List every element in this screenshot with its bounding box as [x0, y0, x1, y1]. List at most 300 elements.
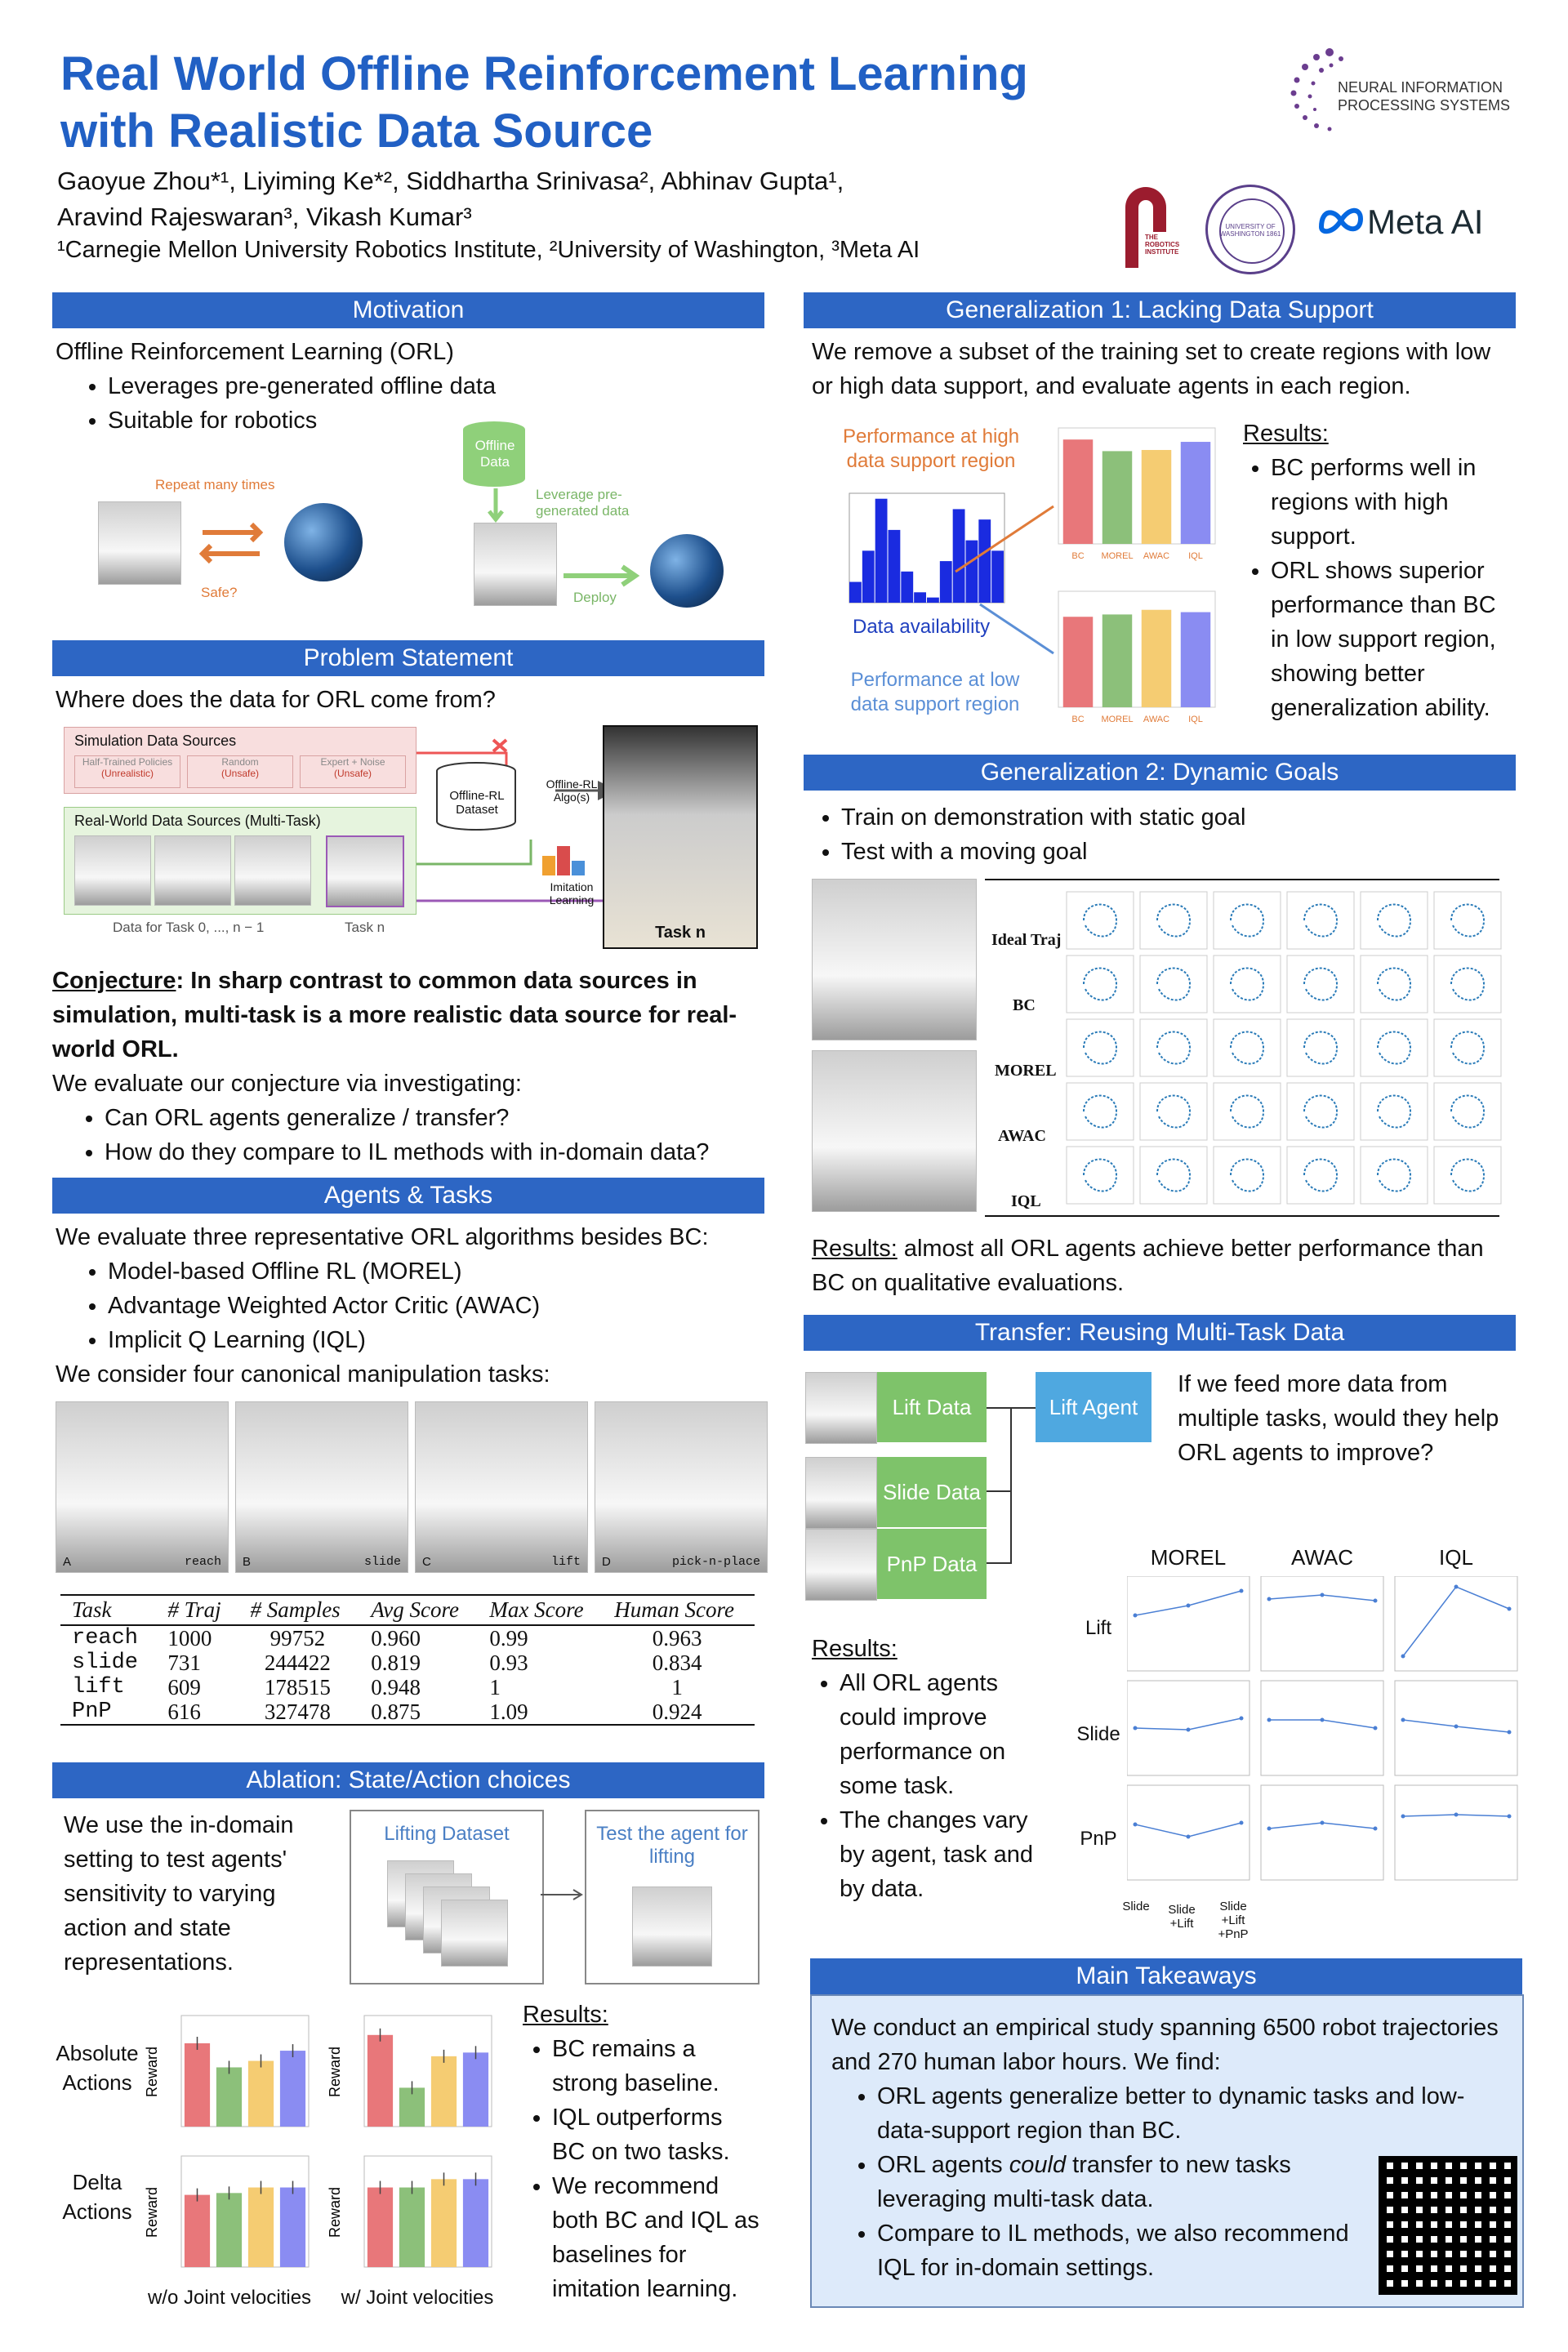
safe-label: Safe? [201, 585, 238, 600]
chart-bar [1102, 451, 1132, 544]
robotics-institute-logo [1117, 183, 1180, 268]
chart-bar [1102, 614, 1132, 707]
task-photo-letter: A [63, 1555, 72, 1569]
task-photos [56, 1401, 766, 1573]
motivation-heading: Motivation [52, 292, 764, 328]
lift-data-box: Lift Data [877, 1372, 987, 1442]
table-cell: 99752 [270, 1626, 326, 1650]
motivation-bullet: • Suitable for robotics [108, 403, 758, 438]
conjecture-text: : In sharp contrast to common data sources in simulation, multi-task is a more realistic data source for real-world ORL. [52, 968, 737, 1062]
test-agent-box [585, 1810, 760, 1984]
table-row [60, 1699, 755, 1725]
table-cell: 244422 [264, 1650, 331, 1675]
ri-logo-text: THE ROBOTICS INSTITUTE [1145, 234, 1180, 256]
chart-xtick: IQL [1188, 551, 1203, 561]
low-support-chart [1055, 588, 1218, 727]
task-photo-letter: D [602, 1555, 611, 1569]
test-agent-label: Test the agent for lifting [596, 1823, 748, 1868]
takeaway-bullet: • Compare to IL methods, we also recommend IQL for in-domain settings. [877, 2216, 1367, 2285]
transfer-point [1374, 1827, 1378, 1831]
chart-bar [1181, 442, 1210, 544]
transfer-result-bullet: • The changes vary by agent, task and by data. [840, 1803, 1057, 1906]
authors-line-2: Aravind Rajeswaran³, Vikash Kumar³ [57, 203, 472, 231]
transfer-point [1454, 1813, 1459, 1817]
trajectory-cell [1361, 1019, 1428, 1076]
trajectory-cell [1214, 1083, 1281, 1140]
trajectory-cell [1214, 892, 1281, 949]
affiliations: ¹Carnegie Mellon University Robotics Institute, ²University of Washington, ³Meta AI [57, 237, 920, 263]
takeaways-intro: We conduct an empirical study spanning 6500 robot trajectories and 270 human labor hours. We find: [831, 2015, 1499, 2075]
meta-infinity-icon [1316, 203, 1365, 238]
task-n-photo-label: Task n [655, 924, 706, 942]
evaluate-bullet: • Can ORL agents generalize / transfer? [105, 1101, 764, 1135]
moving-goal-photo [812, 1050, 977, 1212]
chart-xtick: MOREL [1101, 715, 1134, 724]
gen2-bullets [812, 800, 1511, 869]
table-header: Task [60, 1595, 156, 1625]
transfer-question: If we feed more data from multiple tasks, would they help ORL agents to improve? [1178, 1371, 1499, 1466]
table-cell: 0.924 [603, 1699, 755, 1725]
table-cell: 1000 [167, 1626, 212, 1650]
transfer-point [1240, 1821, 1244, 1825]
ablation-result-bullet: • IQL outperforms BC on two tasks. [552, 2100, 760, 2169]
high-support-chart [1055, 425, 1218, 564]
chart-bar [1181, 612, 1210, 707]
chart-bar [1142, 450, 1171, 544]
slide-data-box: Slide Data [877, 1457, 987, 1527]
chart-bar [216, 2193, 242, 2267]
gen2-results [812, 1232, 1514, 1300]
takeaway-b2-em: could [1009, 2152, 1067, 2178]
transfer-point [1454, 1585, 1459, 1589]
sim-source-name: Random [221, 756, 259, 768]
agent-bullet: • Implicit Q Learning (IQL) [108, 1323, 764, 1357]
table-cell: reach [72, 1626, 139, 1650]
il-label: Imitation Learning [549, 880, 595, 906]
table-cell: 0.834 [652, 1650, 702, 1675]
pnp-photo [805, 1529, 877, 1601]
deploy-label: Deploy [573, 590, 617, 605]
table-cell: 0.875 [359, 1699, 478, 1725]
table-cell: 1 [671, 1675, 683, 1699]
sim-source-name: Half-Trained Policies [82, 756, 173, 768]
lifting-dataset-box [350, 1810, 544, 1984]
chart-ylabel: Reward [144, 2046, 160, 2098]
right-arrow-icon [541, 1886, 585, 1903]
transfer-results [812, 1632, 1057, 1906]
transfer-col-label: MOREL [1150, 1545, 1227, 1570]
ablation-result-bullet: • BC remains a strong baseline. [552, 2032, 760, 2100]
data-sources-diagram [57, 725, 768, 956]
gen1-result-bullet: • BC performs well in regions with high support. [1271, 451, 1521, 554]
task-photo-lift [415, 1401, 588, 1573]
transfer-point [1134, 1614, 1138, 1618]
histogram-bar [849, 582, 862, 603]
task-photo-pnp [595, 1401, 768, 1573]
trajectory-cell [1214, 956, 1281, 1013]
dataset-table [60, 1594, 755, 1726]
robot-image [98, 501, 181, 585]
transfer-point [1508, 1815, 1512, 1819]
transfer-point [1187, 1728, 1191, 1732]
test-photo [632, 1886, 712, 1967]
takeaway-bullet [877, 2148, 1367, 2216]
podium-icon [541, 836, 586, 877]
sim-source-item [74, 755, 180, 788]
transfer-line-grid [1127, 1576, 1519, 1895]
sim-source-note: (Unsafe) [333, 768, 372, 779]
table-cell: 616 [156, 1699, 238, 1725]
ablation-row-label: Delta Actions [62, 2170, 132, 2224]
gen1-results [1243, 416, 1521, 725]
trajectory-cell [1067, 892, 1134, 949]
chart-bar [431, 2056, 457, 2127]
transfer-point [1374, 1599, 1378, 1603]
table-row [60, 1625, 755, 1650]
meta-ai-logo [1316, 203, 1521, 252]
lift-agent-box: Lift Agent [1036, 1372, 1152, 1442]
transfer-row-label: PnP [1080, 1828, 1117, 1850]
chart-bar [1142, 610, 1171, 707]
trajectory-cell [1434, 1019, 1501, 1076]
gen1-results-title: Results: [1243, 421, 1329, 447]
sim-sources-title: Simulation Data Sources [74, 733, 237, 749]
table-cell: 1 [489, 1675, 501, 1699]
poster-title [60, 46, 1122, 160]
trajectory-cell [1140, 1147, 1207, 1204]
trajectory-cell [1434, 1147, 1501, 1204]
task-n-photo [603, 725, 758, 949]
chart-xtick: IQL [1188, 715, 1203, 724]
transfer-row-label: Lift [1085, 1617, 1111, 1639]
chart-bar [399, 2188, 425, 2267]
table-header: Avg Score [359, 1595, 478, 1625]
transfer-heading: Transfer: Reusing Multi-Task Data [804, 1315, 1516, 1351]
trajectory-cell [1067, 1019, 1134, 1076]
sim-sources-box [64, 727, 416, 794]
transfer-point [1240, 1589, 1244, 1593]
offline-data-label: Offline Data [474, 438, 515, 470]
takeaway-b2-pre: ORL agents [877, 2152, 1009, 2178]
motivation-intro: Offline Reinforcement Learning (ORL) [56, 339, 454, 365]
takeaway-bullet: • ORL agents generalize better to dynamic tasks and low-data-support region than BC. [877, 2079, 1501, 2148]
takeaway-b2-post: transfer to new tasks leveraging multi-task data. [877, 2152, 1291, 2212]
task-photo [234, 835, 311, 906]
traj-row-label: MOREL [995, 1062, 1057, 1080]
title-line-2: with Realistic Data Source [60, 105, 653, 158]
chart-xtick: MOREL [1101, 551, 1134, 561]
earth-image [650, 534, 724, 608]
ablation-chart [327, 2151, 498, 2274]
task-photo-name: reach [184, 1555, 221, 1569]
histogram-bar [889, 530, 901, 603]
sim-source-item [187, 755, 293, 788]
transfer-point [1401, 1655, 1405, 1659]
repeat-label: Repeat many times [155, 477, 275, 492]
transfer-point [1401, 1718, 1405, 1722]
static-goal-photo [812, 879, 977, 1040]
task-photo [74, 835, 151, 906]
table-cell: lift [72, 1675, 125, 1699]
chart-ylabel: Reward [327, 2186, 343, 2238]
neurips-line-2: PROCESSING SYSTEMS [1338, 97, 1511, 114]
earth-image [284, 503, 363, 581]
table-cell: 0.963 [652, 1626, 702, 1650]
trajectory-cell [1361, 956, 1428, 1013]
motivation-bullet: • Leverages pre-generated offline data [108, 369, 758, 403]
leverage-label: Leverage pre-generated data [536, 487, 630, 519]
transfer-panel [1395, 1576, 1517, 1671]
transfer-xtick: Slide +Lift +PnP [1218, 1900, 1249, 1941]
trajectory-cell [1434, 956, 1501, 1013]
transfer-panel [1395, 1785, 1517, 1880]
trajectory-cell [1214, 1019, 1281, 1076]
trajectory-cell [1361, 1083, 1428, 1140]
trajectory-cell [1434, 892, 1501, 949]
transfer-point [1267, 1718, 1272, 1722]
transfer-line-charts [1127, 1576, 1519, 1895]
gen2-heading: Generalization 2: Dynamic Goals [804, 755, 1516, 791]
task-photo-reach [56, 1401, 229, 1573]
data-for-task-label: Data for Task 0, ..., n − 1 [113, 920, 265, 935]
motivation-figure [82, 420, 735, 616]
chart-bar [280, 2188, 305, 2267]
task-photo-name: lift [550, 1555, 581, 1569]
chart-bar [463, 2179, 488, 2267]
transfer-xtick: Slide [1122, 1900, 1150, 1913]
transfer-point [1134, 1823, 1138, 1827]
transfer-panel [1261, 1785, 1383, 1880]
gen2-bullet: • Test with a moving goal [841, 835, 1511, 869]
real-sources-title: Real-World Data Sources (Multi-Task) [74, 813, 321, 829]
transfer-xtick: Slide +Lift [1168, 1903, 1196, 1931]
transfer-col-label: AWAC [1290, 1545, 1354, 1570]
transfer-row-label: Slide [1076, 1723, 1120, 1745]
transfer-point [1401, 1815, 1405, 1819]
problem-question: Where does the data for ORL come from? [56, 687, 496, 713]
table-row [60, 1675, 755, 1699]
table-cell: 0.99 [489, 1626, 528, 1650]
gen2-results-label: Results: [812, 1236, 898, 1262]
task-photo-name: slide [363, 1555, 401, 1569]
exchange-arrows-icon [194, 518, 268, 567]
gen1-text: We remove a subset of the training set to create regions with low or high data support, and evaluate agents in each region. [812, 339, 1491, 399]
task-photo-slide [235, 1401, 408, 1573]
transfer-point [1321, 1593, 1325, 1597]
histogram-bar [914, 592, 926, 603]
task-photo [326, 835, 404, 907]
chart-bar [431, 2179, 457, 2267]
traj-row-label: BC [1013, 996, 1036, 1014]
transfer-point [1187, 1604, 1191, 1608]
trajectory-cell [1140, 892, 1207, 949]
table-cell: slide [72, 1650, 139, 1675]
trajectory-cell [1067, 1147, 1134, 1204]
transfer-point [1454, 1725, 1459, 1729]
neurips-line-1: NEURAL INFORMATION [1338, 79, 1503, 96]
table-cell: PnP [60, 1699, 156, 1725]
transfer-point [1374, 1726, 1378, 1731]
chart-bar [185, 2195, 210, 2267]
evaluate-intro: We evaluate our conjecture via investigating: [52, 1071, 522, 1097]
chart-bar [280, 2051, 305, 2127]
trajectory-cells [1065, 890, 1506, 1209]
problem-heading: Problem Statement [52, 640, 764, 676]
chart-xtick: BC [1071, 551, 1085, 561]
ablation-col-label: w/o Joint velocities [147, 2287, 312, 2309]
traj-row-label: IQL [1011, 1192, 1041, 1210]
evaluate-bullet: • How do they compare to IL methods with in-domain data? [105, 1135, 764, 1169]
transfer-results-title: Results: [812, 1636, 898, 1662]
chart-bar [368, 2035, 393, 2127]
chart-bar [248, 2188, 274, 2267]
robot-image [474, 523, 557, 606]
problem-evaluate [52, 1067, 764, 1169]
table-cell: 178515 [264, 1675, 331, 1699]
chart-bar [216, 2067, 242, 2127]
table-header: # Samples [238, 1595, 359, 1625]
trajectory-cell [1140, 1019, 1207, 1076]
neurips-logo [1281, 42, 1526, 140]
trajectory-cell [1214, 1147, 1281, 1204]
lift-photo [805, 1372, 877, 1444]
lifting-dataset-label: Lifting Dataset [384, 1823, 510, 1845]
transfer-point [1187, 1835, 1191, 1839]
ablation-col-label: w/ Joint velocities [341, 2287, 494, 2309]
trajectory-cell [1287, 956, 1354, 1013]
chart-xtick: AWAC [1143, 715, 1170, 724]
histogram-bar [927, 598, 939, 603]
traj-row-label: Ideal Traj [991, 931, 1062, 949]
transfer-col-label: IQL [1439, 1545, 1473, 1570]
table-header: Human Score [603, 1595, 755, 1625]
histogram-bar [901, 572, 913, 603]
support-arrows [947, 498, 1062, 662]
gen1-result-bullet: • ORL shows superior performance than BC in low support region, showing better generalization ability. [1271, 554, 1521, 725]
trajectory-cell [1067, 956, 1134, 1013]
trajectory-cell [1434, 1083, 1501, 1140]
transfer-result-bullet: • All ORL agents could improve performance on some task. [840, 1666, 1057, 1803]
trajectory-cell [1067, 1083, 1134, 1140]
table-cell: 609 [167, 1675, 201, 1699]
sim-source-item [300, 755, 406, 788]
task-photo-name: pick-n-place [671, 1555, 760, 1569]
table-cell: 0.819 [371, 1650, 421, 1675]
uw-seal [1205, 185, 1295, 274]
conjecture-label: Conjecture [52, 968, 176, 994]
gen2-bullet: • Train on demonstration with static goal [841, 800, 1511, 835]
authors-line-1: Gaoyue Zhou*¹, Liyiming Ke*², Siddhartha Srinivasa², Abhinav Gupta¹, [57, 167, 844, 195]
title-line-1: Real World Offline Reinforcement Learning [60, 47, 1028, 100]
transfer-point [1508, 1607, 1512, 1611]
chart-ylabel: Reward [327, 2046, 343, 2098]
table-cell: 0.93 [489, 1650, 528, 1675]
table-cell: 0.948 [371, 1675, 421, 1699]
transfer-point [1267, 1827, 1272, 1831]
ablation-row-label: Absolute Actions [56, 2041, 139, 2095]
ablation-chart [144, 2151, 315, 2274]
qr-code[interactable] [1379, 2156, 1517, 2295]
table-row [60, 1650, 755, 1675]
transfer-panel [1127, 1576, 1250, 1671]
ablation-results-title: Results: [523, 2002, 608, 2028]
transfer-panel [1261, 1681, 1383, 1775]
chart-bar [463, 2052, 488, 2127]
table-header: # Traj [156, 1595, 238, 1625]
gen1-heading: Generalization 1: Lacking Data Support [804, 292, 1516, 328]
table-cell: 0.960 [371, 1626, 421, 1650]
ablation-chart [144, 2011, 315, 2133]
agent-bullet: • Advantage Weighted Actor Critic (AWAC) [108, 1289, 764, 1323]
table-cell: 327478 [238, 1699, 359, 1725]
trajectory-cell [1140, 1083, 1207, 1140]
tasks-intro: We consider four canonical manipulation tasks: [56, 1361, 550, 1388]
ablation-chart [327, 2011, 498, 2133]
conjecture [52, 964, 764, 1067]
real-sources-box [64, 807, 416, 915]
algo-label: Offline-RL Algo(s) [546, 777, 598, 804]
trajectory-cell [1140, 956, 1207, 1013]
table-cell: 1.09 [478, 1699, 603, 1725]
sim-source-name: Expert + Noise [320, 756, 385, 768]
dataset-photo [441, 1900, 508, 1967]
trajectory-cell [1361, 892, 1428, 949]
agent-bullet: • Model-based Offline RL (MOREL) [108, 1254, 764, 1289]
transfer-point [1508, 1731, 1512, 1735]
table-cell: 731 [167, 1650, 201, 1675]
chart-bar [185, 2043, 210, 2127]
chart-bar [1063, 617, 1093, 707]
ablation-text: We use the in-domain setting to test agents' sensitivity to varying action and state representations. [64, 1812, 294, 1976]
data-availability-label: Data availability [853, 616, 991, 638]
agents-intro: We evaluate three representative ORL algorithms besides BC: [56, 1224, 709, 1250]
transfer-point [1321, 1821, 1325, 1825]
task-photo-letter: B [243, 1555, 252, 1569]
trajectory-cell [1287, 1147, 1354, 1204]
gen2-results-text: almost all ORL agents achieve better performance than BC on qualitative evaluations. [812, 1236, 1484, 1296]
chart-bar [368, 2188, 393, 2267]
chart-bar [1063, 439, 1093, 544]
task-n-label: Task n [345, 920, 385, 935]
ablation-heading: Ablation: State/Action choices [52, 1762, 764, 1798]
chart-xtick: AWAC [1143, 551, 1170, 561]
meta-ai-label: Meta AI [1367, 203, 1484, 241]
trajectory-cell [1287, 892, 1354, 949]
ablation-result-bullet: • We recommend both BC and IQL as baselines for imitation learning. [552, 2169, 760, 2306]
histogram-bar [875, 499, 888, 603]
transfer-point [1134, 1726, 1138, 1731]
table-header: Max Score [478, 1595, 603, 1625]
trajectory-cell [1287, 1083, 1354, 1140]
sim-source-note: (Unsafe) [220, 768, 259, 779]
transfer-point [1267, 1597, 1272, 1601]
ablation-results [523, 1998, 760, 2306]
table-header-row [60, 1595, 755, 1625]
authors [57, 163, 1119, 235]
chart-ylabel: Reward [144, 2186, 160, 2238]
chart-xtick: BC [1071, 715, 1085, 724]
uw-seal-text: UNIVERSITY OF WASHINGTON 1861 [1219, 223, 1281, 238]
histogram-bar [862, 550, 875, 603]
high-support-label: Performance at high data support region [842, 425, 1020, 472]
task-photo [154, 835, 231, 906]
trajectory-sketches [1065, 890, 1506, 1209]
trajectory-cell [1361, 1147, 1428, 1204]
sim-source-note: (Unrealistic) [100, 768, 154, 779]
agents-text [56, 1220, 764, 1392]
dataset-label: Offline-RL Dataset [449, 789, 505, 817]
transfer-point [1240, 1717, 1244, 1721]
